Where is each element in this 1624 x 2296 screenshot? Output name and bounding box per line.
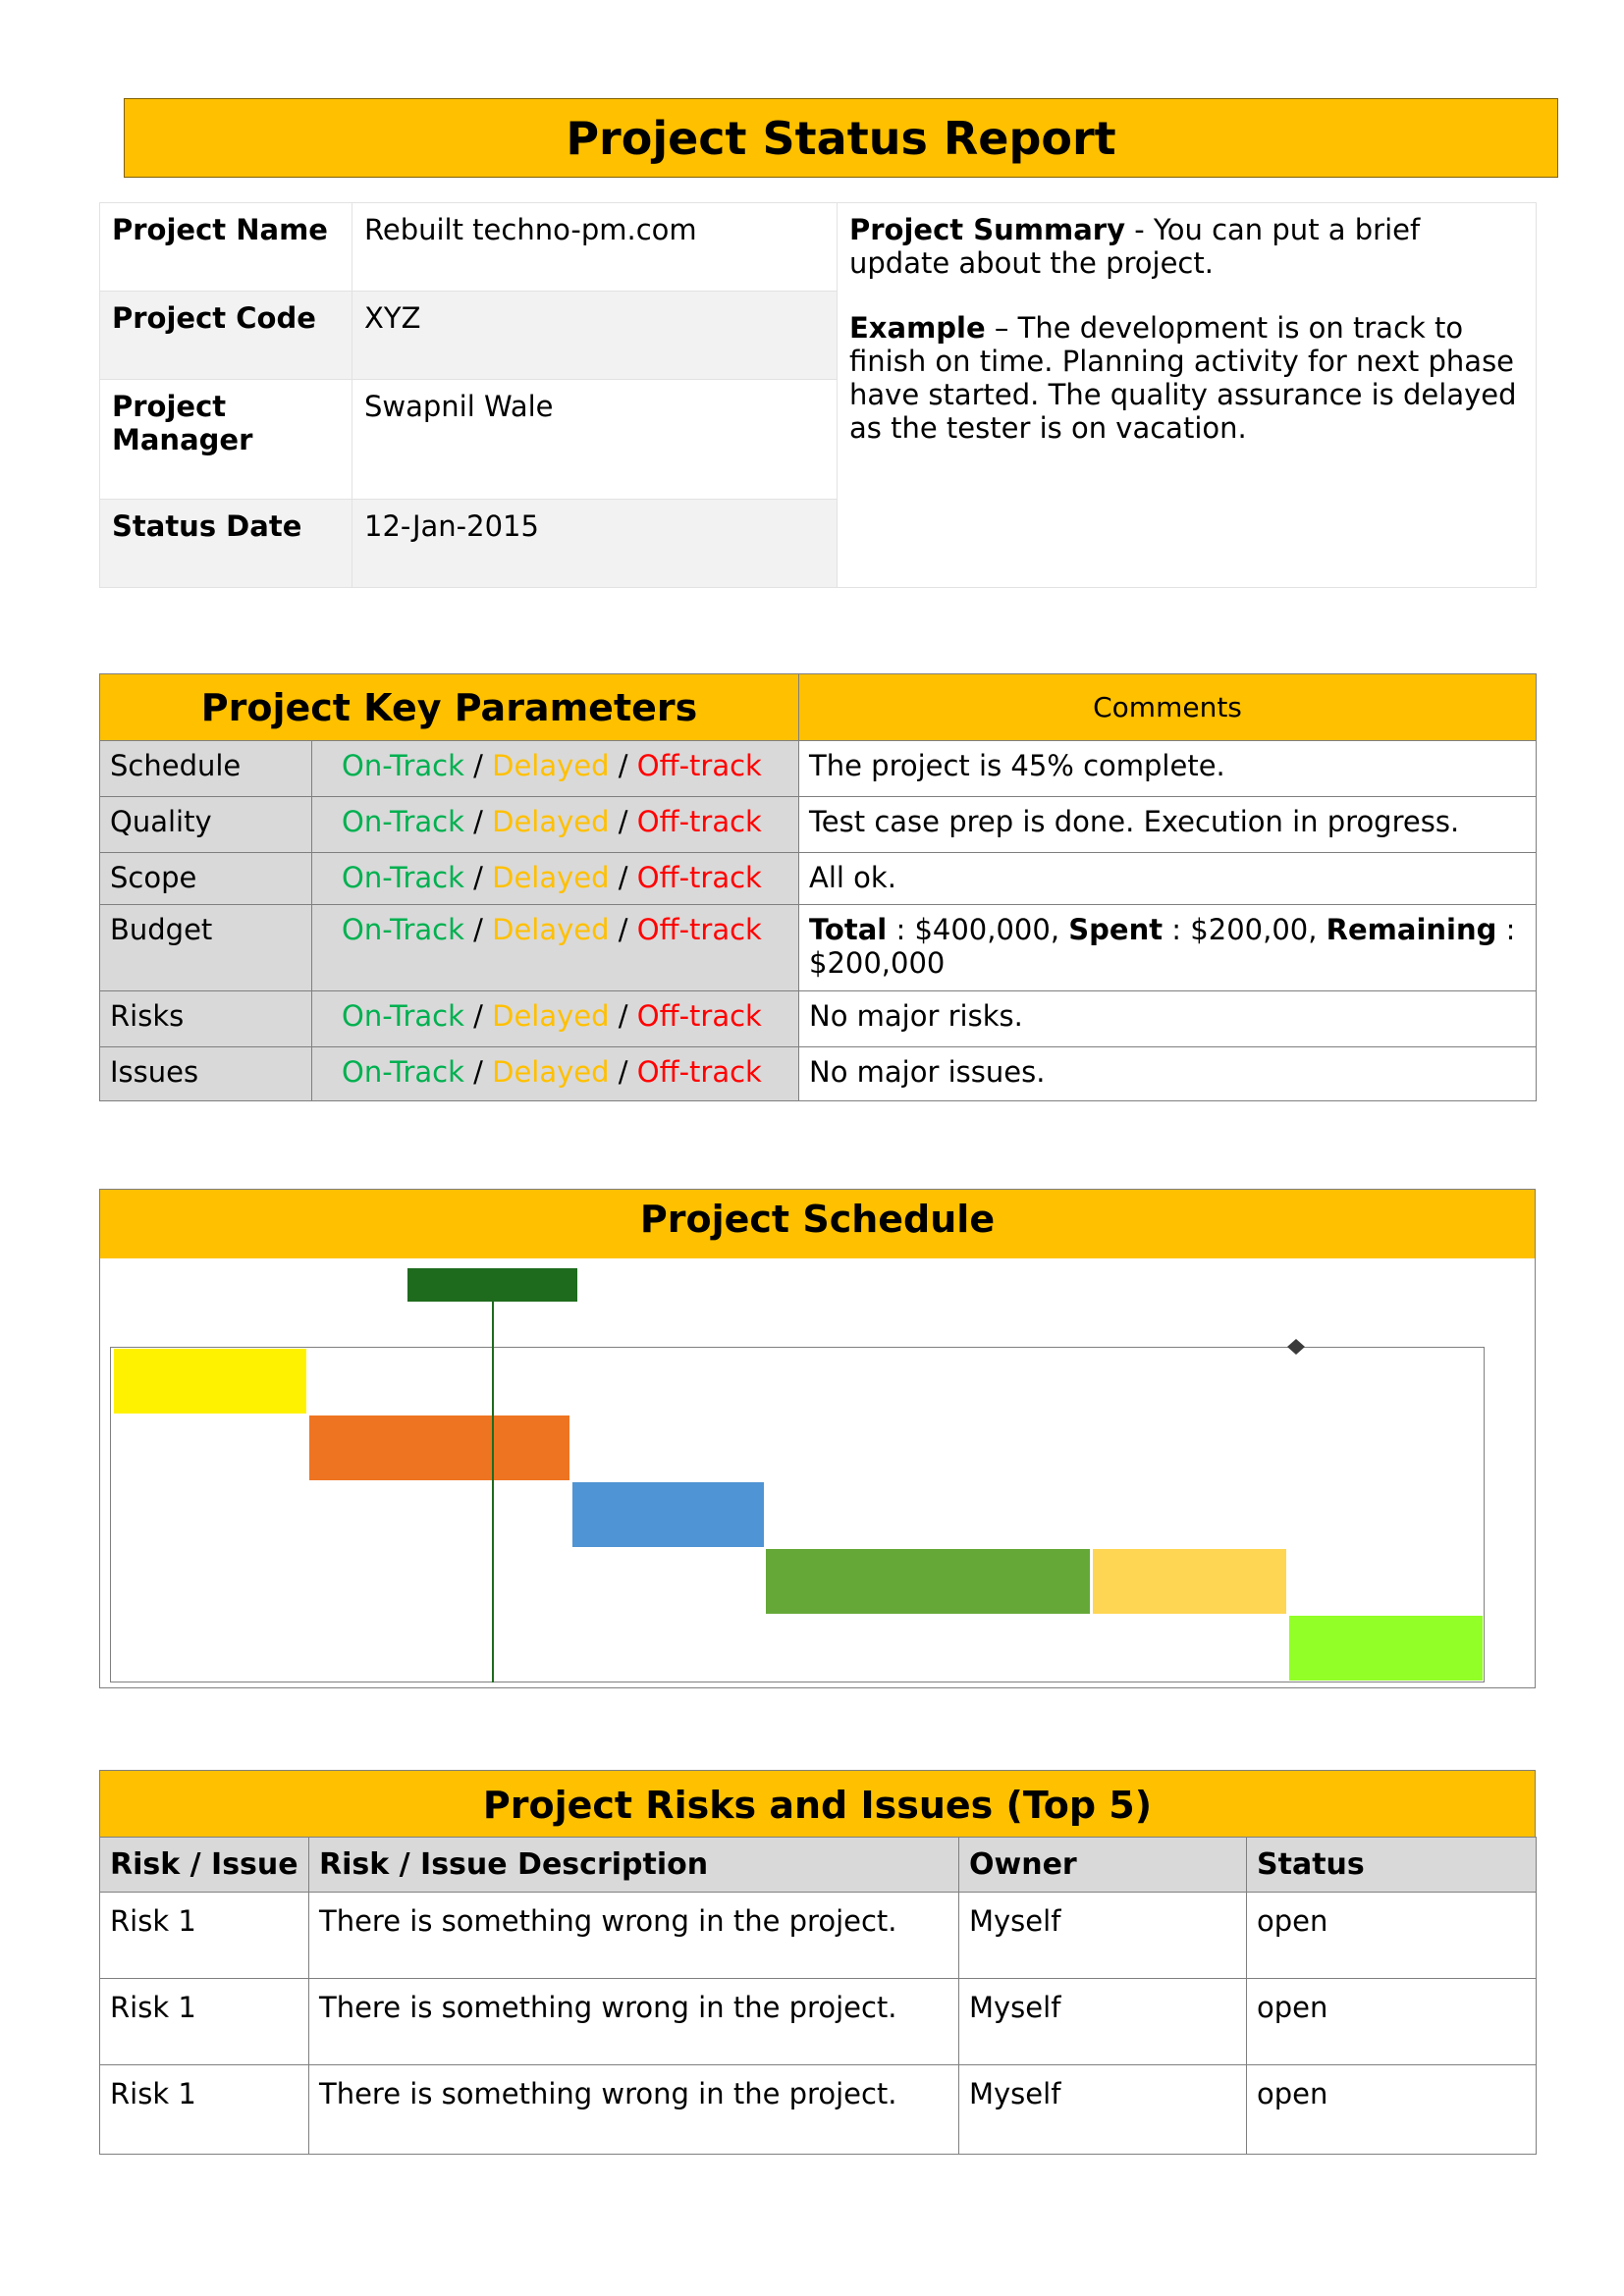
parameter-comment: No major issues.: [799, 1047, 1537, 1101]
status-on-track: On-Track: [342, 1055, 464, 1089]
budget-spent-label: Spent: [1068, 913, 1164, 946]
status-separator: /: [463, 1055, 493, 1089]
status-delayed: Delayed: [492, 1055, 610, 1089]
budget-remaining-value: : $200,000: [809, 913, 1516, 980]
page-title: Project Status Report: [124, 98, 1558, 178]
schedule-title: Project Schedule: [99, 1189, 1536, 1259]
status-date-value: 12-Jan-2015: [352, 500, 838, 588]
parameter-name: Scope: [100, 853, 312, 905]
status-options: [312, 741, 799, 797]
today-marker: [407, 1268, 577, 1302]
project-code-label: Project Code: [100, 292, 352, 380]
status-delayed: Delayed: [492, 999, 610, 1033]
today-line: [492, 1296, 494, 1682]
parameter-name: Issues: [100, 1047, 312, 1101]
summary-text: - You can put a brief update about the project.: [849, 213, 1421, 280]
parameter-comment: [799, 905, 1537, 991]
status-on-track: On-Track: [342, 913, 464, 946]
gantt-task-bar: [766, 1549, 1090, 1614]
table-row: [100, 1979, 1537, 2065]
budget-remaining-label: Remaining: [1326, 913, 1497, 946]
budget-spent-value: : $200,00,: [1163, 913, 1326, 946]
summary-label: Project Summary: [849, 213, 1125, 246]
project-summary: [838, 203, 1537, 588]
status-separator: /: [463, 999, 493, 1033]
risk-id-header: Risk / Issue: [100, 1838, 309, 1893]
risk-owner: Myself: [959, 1979, 1247, 2065]
parameter-comment: All ok.: [799, 853, 1537, 905]
gantt-task-bar: [572, 1482, 764, 1547]
status-off-track: Off-track: [636, 749, 762, 782]
status-options: [312, 905, 799, 991]
status-options: [312, 853, 799, 905]
status-separator: /: [463, 805, 493, 838]
parameter-name: Quality: [100, 797, 312, 853]
example-label: Example: [849, 311, 986, 345]
status-delayed: Delayed: [492, 861, 610, 894]
key-parameter-row: [100, 741, 1537, 797]
project-code-value: XYZ: [352, 292, 838, 380]
status-on-track: On-Track: [342, 749, 464, 782]
risk-status-header: Status: [1247, 1838, 1537, 1893]
parameter-name: Risks: [100, 991, 312, 1047]
key-parameter-row: [100, 1047, 1537, 1101]
status-off-track: Off-track: [636, 805, 762, 838]
key-parameters-title: Project Key Parameters: [100, 674, 799, 741]
key-parameters-table: [99, 673, 1537, 1101]
risk-id: Risk 1: [100, 1893, 309, 1979]
budget-total-value: : $400,000,: [887, 913, 1069, 946]
risks-title: Project Risks and Issues (Top 5): [99, 1770, 1536, 1837]
status-separator: /: [609, 1055, 637, 1089]
status-options: [312, 797, 799, 853]
budget-total-label: Total: [809, 913, 888, 946]
risk-id: Risk 1: [100, 1979, 309, 2065]
table-row: [100, 2065, 1537, 2155]
risk-description: There is something wrong in the project.: [309, 1893, 959, 1979]
project-manager-value: Swapnil Wale: [352, 380, 838, 500]
status-separator: /: [609, 805, 637, 838]
status-on-track: On-Track: [342, 805, 464, 838]
project-info-table: [99, 202, 1537, 588]
risk-status: open: [1247, 2065, 1537, 2155]
key-parameter-row: [100, 905, 1537, 991]
risk-owner: Myself: [959, 1893, 1247, 1979]
parameter-comment: No major risks.: [799, 991, 1537, 1047]
risk-status: open: [1247, 1979, 1537, 2065]
gantt-task-bar: [114, 1349, 306, 1414]
status-on-track: On-Track: [342, 999, 464, 1033]
status-date-label: Status Date: [100, 500, 352, 588]
parameter-name: Budget: [100, 905, 312, 991]
risk-description: There is something wrong in the project.: [309, 2065, 959, 2155]
status-delayed: Delayed: [492, 805, 610, 838]
status-delayed: Delayed: [492, 749, 610, 782]
status-on-track: On-Track: [342, 861, 464, 894]
project-name-label: Project Name: [100, 203, 352, 292]
risk-id: Risk 1: [100, 2065, 309, 2155]
status-options: [312, 991, 799, 1047]
status-off-track: Off-track: [636, 1055, 762, 1089]
status-separator: /: [609, 913, 637, 946]
status-delayed: Delayed: [492, 913, 610, 946]
example-text: – The development is on track to finish on time. Planning activity for next phase have started. The quality assurance is delayed as the tester is on vacation.: [849, 311, 1517, 445]
key-parameter-row: [100, 853, 1537, 905]
status-separator: /: [609, 749, 637, 782]
project-manager-label: Project Manager: [100, 380, 352, 500]
project-name-value: Rebuilt techno-pm.com: [352, 203, 838, 292]
table-row: [100, 1893, 1537, 1979]
key-parameter-row: [100, 991, 1537, 1047]
gantt-plot-frame: [110, 1347, 1485, 1682]
risk-status: open: [1247, 1893, 1537, 1979]
risk-description-header: Risk / Issue Description: [309, 1838, 959, 1893]
gantt-task-bar: [309, 1415, 569, 1480]
status-separator: /: [463, 861, 493, 894]
parameter-comment: The project is 45% complete.: [799, 741, 1537, 797]
parameter-name: Schedule: [100, 741, 312, 797]
gantt-task-bar: [1093, 1549, 1286, 1614]
status-off-track: Off-track: [636, 861, 762, 894]
gantt-task-bar: [1289, 1616, 1483, 1681]
status-separator: /: [609, 999, 637, 1033]
risk-owner: Myself: [959, 2065, 1247, 2155]
status-separator: /: [463, 749, 493, 782]
parameter-comment: Test case prep is done. Execution in progress.: [799, 797, 1537, 853]
status-options: [312, 1047, 799, 1101]
risk-owner-header: Owner: [959, 1838, 1247, 1893]
status-separator: /: [463, 913, 493, 946]
status-separator: /: [609, 861, 637, 894]
status-off-track: Off-track: [636, 999, 762, 1033]
status-off-track: Off-track: [636, 913, 762, 946]
milestone-diamond-icon: [1285, 1336, 1307, 1358]
risk-description: There is something wrong in the project.: [309, 1979, 959, 2065]
risks-table: [99, 1837, 1537, 2155]
comments-header: Comments: [799, 674, 1537, 741]
key-parameter-row: [100, 797, 1537, 853]
